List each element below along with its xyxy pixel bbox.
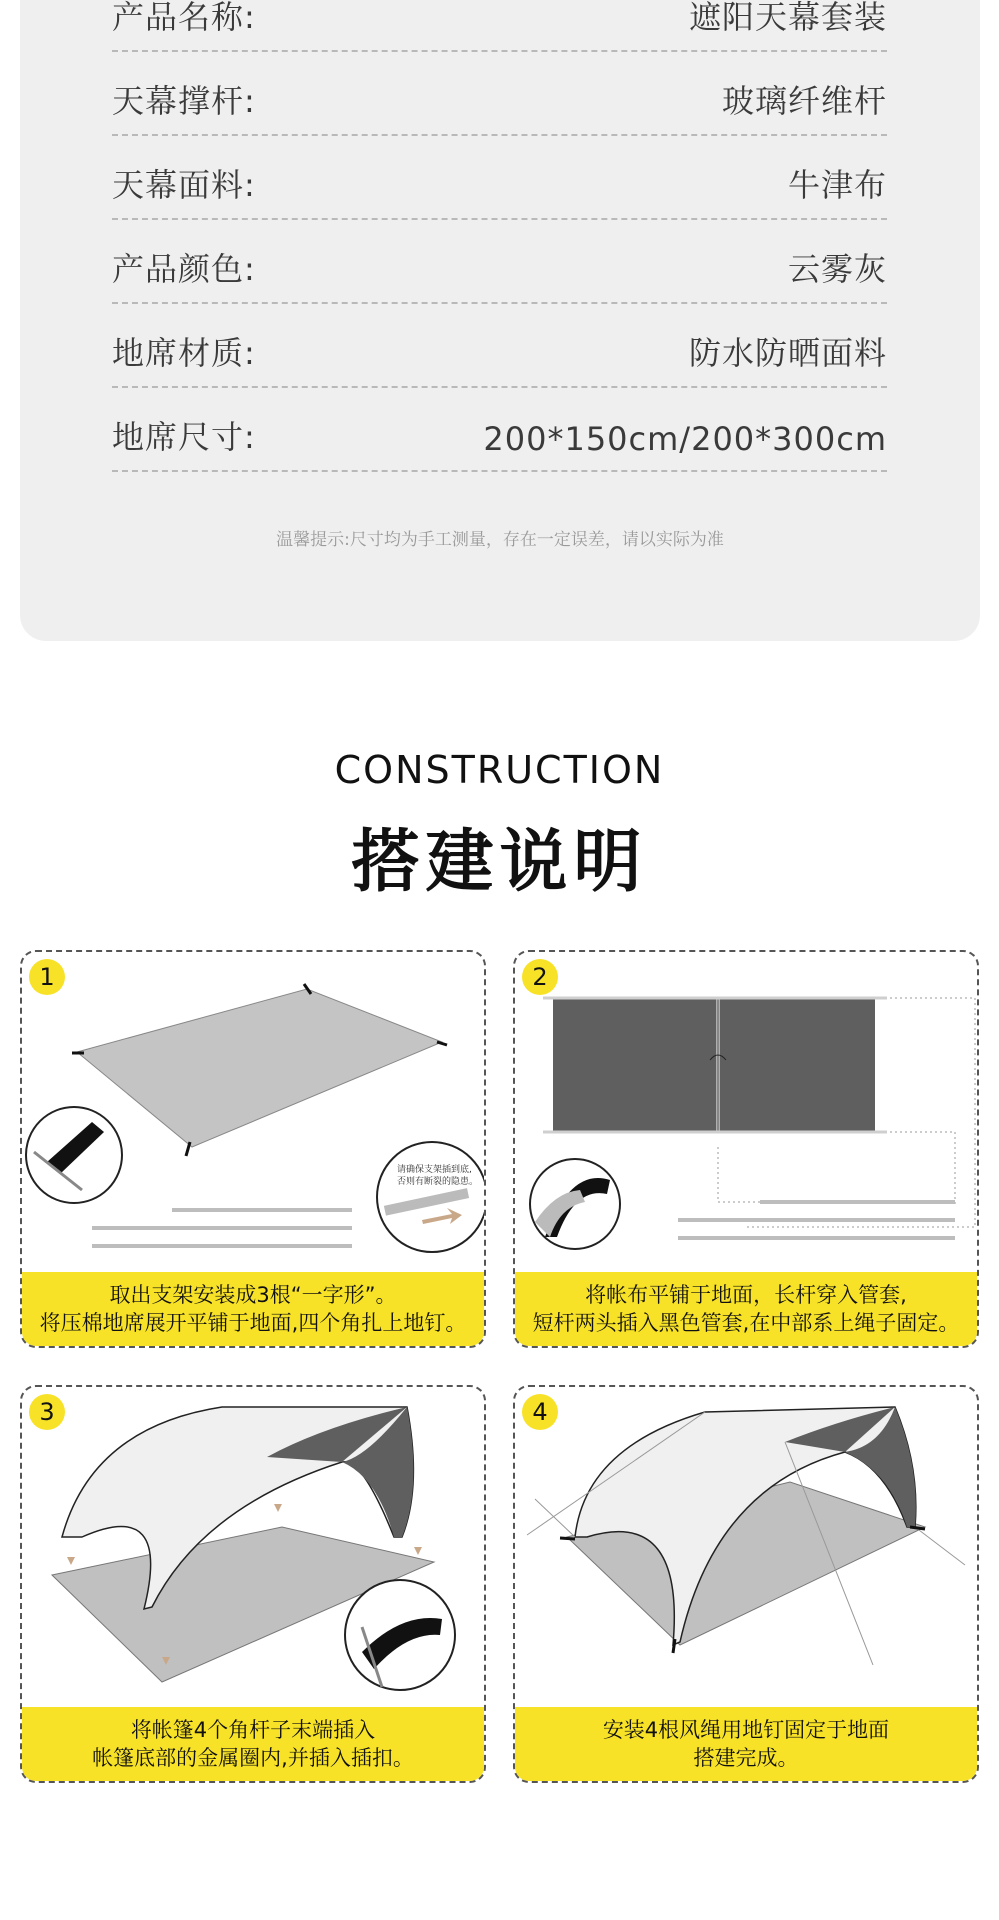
inset-note-line1: 请确保支架插到底, <box>397 1165 472 1175</box>
spec-value: 200*150cm/200*300cm <box>483 420 887 458</box>
spec-value: 云雾灰 <box>787 250 887 288</box>
caption-line-1: 取出支架安装成3根“一字形”。 <box>109 1283 397 1307</box>
measurement-note: 温馨提示:尺寸均为手工测量，存在一定误差，请以实际为准 <box>276 530 724 550</box>
spec-row-mat-material <box>112 306 887 388</box>
spec-label: 地席尺寸: <box>112 418 256 456</box>
spec-value: 遮阳天幕套装 <box>688 0 887 36</box>
caption-line-2: 短杆两头插入黑色管套,在中部系上绳子固定。 <box>532 1311 960 1335</box>
step-3-illustration <box>22 1387 484 1707</box>
step-card-1 <box>20 950 486 1348</box>
caption-line-1: 将帐篷4个角杆子末端插入 <box>130 1718 376 1742</box>
step-caption <box>515 1272 977 1346</box>
spec-label: 天幕面料: <box>112 166 256 204</box>
section-title-en: CONSTRUCTION <box>334 748 665 792</box>
spec-panel <box>20 0 980 641</box>
spec-value: 防水防晒面料 <box>688 334 887 372</box>
spec-label: 产品名称: <box>112 0 256 36</box>
spec-label: 天幕撑杆: <box>112 82 256 120</box>
inset-note-line2: 否则有断裂的隐患。 <box>397 1177 479 1187</box>
step-number-badge: 2 <box>522 959 558 995</box>
step-caption <box>22 1707 484 1781</box>
spec-label: 地席材质: <box>112 334 256 372</box>
caption-line-2: 将压棉地席展开平铺于地面,四个角扎上地钉。 <box>39 1311 467 1335</box>
step-1-illustration <box>22 952 484 1272</box>
spec-value: 玻璃纤维杆 <box>721 82 887 120</box>
section-title-cn: 搭建说明 <box>351 823 648 902</box>
spec-row-product-name <box>112 0 887 52</box>
step-number-badge: 3 <box>29 1394 65 1430</box>
step-caption <box>22 1272 484 1346</box>
step-card-3 <box>20 1385 486 1783</box>
caption-line-2: 帐篷底部的金属圈内,并插入插扣。 <box>92 1746 414 1770</box>
spec-value: 牛津布 <box>787 166 887 204</box>
caption-line-1: 安装4根风绳用地钉固定于地面 <box>602 1718 890 1742</box>
spec-row-color <box>112 222 887 304</box>
spec-label: 产品颜色: <box>112 250 256 288</box>
step-caption <box>515 1707 977 1781</box>
step-number-badge: 4 <box>522 1394 558 1430</box>
step-card-4 <box>513 1385 979 1783</box>
step-card-2 <box>513 950 979 1348</box>
caption-line-1: 将帐布平铺于地面，长杆穿入管套, <box>585 1283 907 1307</box>
caption-line-2: 搭建完成。 <box>693 1746 799 1770</box>
step-2-illustration <box>515 952 977 1272</box>
spec-row-pole <box>112 54 887 136</box>
spec-row-mat-size <box>112 390 887 472</box>
step-number-badge: 1 <box>29 959 65 995</box>
spec-row-fabric <box>112 138 887 220</box>
step-4-illustration <box>515 1387 977 1707</box>
